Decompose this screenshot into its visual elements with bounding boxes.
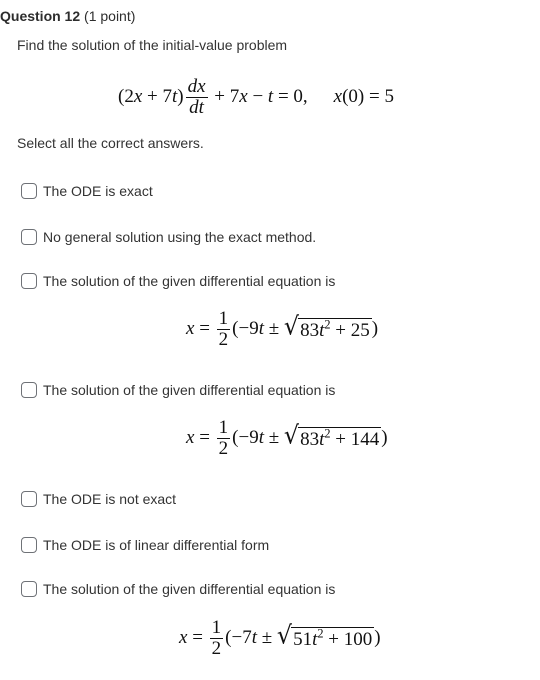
eq-derivative-fraction [186,77,208,118]
formula-lhs: x [179,627,188,648]
formula-sqrt [283,420,381,452]
eq-lhs-t: t [171,86,178,107]
formula-half [217,418,231,459]
question-header [0,8,135,24]
option-label: The solution of the given differential equation is [43,581,336,597]
formula-close: ) [381,427,388,448]
formula-half [210,618,224,659]
formula-eq: = [194,427,215,448]
answer-option-4[interactable] [21,382,335,398]
option-label: The ODE is of linear differential form [43,537,270,553]
eq-lhs-open: (2 [118,86,134,107]
answer-option-2[interactable] [21,229,316,245]
checkbox[interactable] [21,183,37,199]
eq-frac-numerator: dx [187,75,206,97]
formula-pm: ± [263,427,284,448]
checkbox[interactable] [21,491,37,507]
option-label: The ODE is exact [43,183,153,199]
formula-radicand [298,427,381,452]
eq-ic-x: x [333,86,343,107]
eq-rest-minus: − [247,86,268,107]
formula-coef: 83 [300,429,320,451]
checkbox[interactable] [21,537,37,553]
solution-formula-2 [186,413,388,463]
formula-pm: ± [256,627,277,648]
formula-pre: (−9 [232,318,259,339]
eq-lhs-plus7: + 7 [142,86,172,107]
formula-var: t [258,318,264,339]
option-label: The ODE is not exact [43,491,177,507]
eq-rest-a: + 7 [209,86,240,107]
formula-var: t [251,627,257,648]
solution-formula-3 [179,613,381,663]
question-points: (1 point) [84,8,136,24]
formula-pre: (−9 [232,427,259,448]
eq-frac-denominator: dt [189,96,204,118]
main-equation [118,70,394,124]
formula-eq: = [194,318,215,339]
formula-coef: 51 [293,629,313,651]
formula-var: t [258,427,264,448]
formula-coef: 83 [300,320,320,342]
eq-rest-t: t [267,86,274,107]
formula-var2: t [312,629,318,651]
eq-lhs-x: x [133,86,143,107]
formula-radicand [291,627,374,652]
answer-option-1[interactable] [21,183,153,199]
sqrt-icon: √ [283,420,300,450]
formula-half-den: 2 [211,637,222,659]
solution-formula-1 [186,304,378,354]
formula-half-den: 2 [218,328,229,350]
formula-half-num: 1 [211,616,222,638]
formula-pm: ± [263,318,284,339]
eq-rest-x: x [239,86,248,107]
checkbox[interactable] [21,382,37,398]
formula-lhs: x [186,427,195,448]
formula-sqrt [283,311,372,343]
instructions: Select all the correct answers. [17,135,204,151]
formula-sqrt [276,620,374,652]
formula-const: + 144 [330,429,380,451]
question-prompt: Find the solution of the initial-value problem [17,37,288,53]
answer-option-7[interactable] [21,581,335,597]
formula-half-den: 2 [218,437,229,459]
formula-close: ) [374,627,381,648]
eq-lhs-close: ) [177,86,184,107]
formula-eq: = [187,627,208,648]
formula-lhs: x [186,318,195,339]
formula-half-num: 1 [218,416,229,438]
eq-rest-eq: = 0, [273,86,308,107]
question-number: Question 12 [0,8,81,24]
eq-ic-arg: (0) = 5 [342,86,394,107]
checkbox[interactable] [21,229,37,245]
formula-exp: 2 [324,426,331,441]
answer-option-5[interactable] [21,491,176,507]
sqrt-icon: √ [283,311,300,341]
formula-var2: t [319,320,325,342]
option-label: No general solution using the exact method. [43,229,317,245]
formula-pre: (−7 [225,627,252,648]
option-label: The solution of the given differential equation is [43,273,336,289]
sqrt-icon: √ [276,620,293,650]
formula-var2: t [319,429,325,451]
formula-close: ) [371,318,379,339]
answer-option-3[interactable] [21,273,335,289]
checkbox[interactable] [21,273,37,289]
formula-half-num: 1 [218,307,229,329]
formula-exp: 2 [317,626,324,641]
formula-exp: 2 [324,317,331,332]
answer-option-6[interactable] [21,537,269,553]
formula-radicand [298,318,372,343]
checkbox[interactable] [21,581,37,597]
formula-const: + 25 [330,320,370,342]
formula-const: + 100 [323,629,373,651]
option-label: The solution of the given differential equation is [43,382,336,398]
formula-half [217,309,231,350]
